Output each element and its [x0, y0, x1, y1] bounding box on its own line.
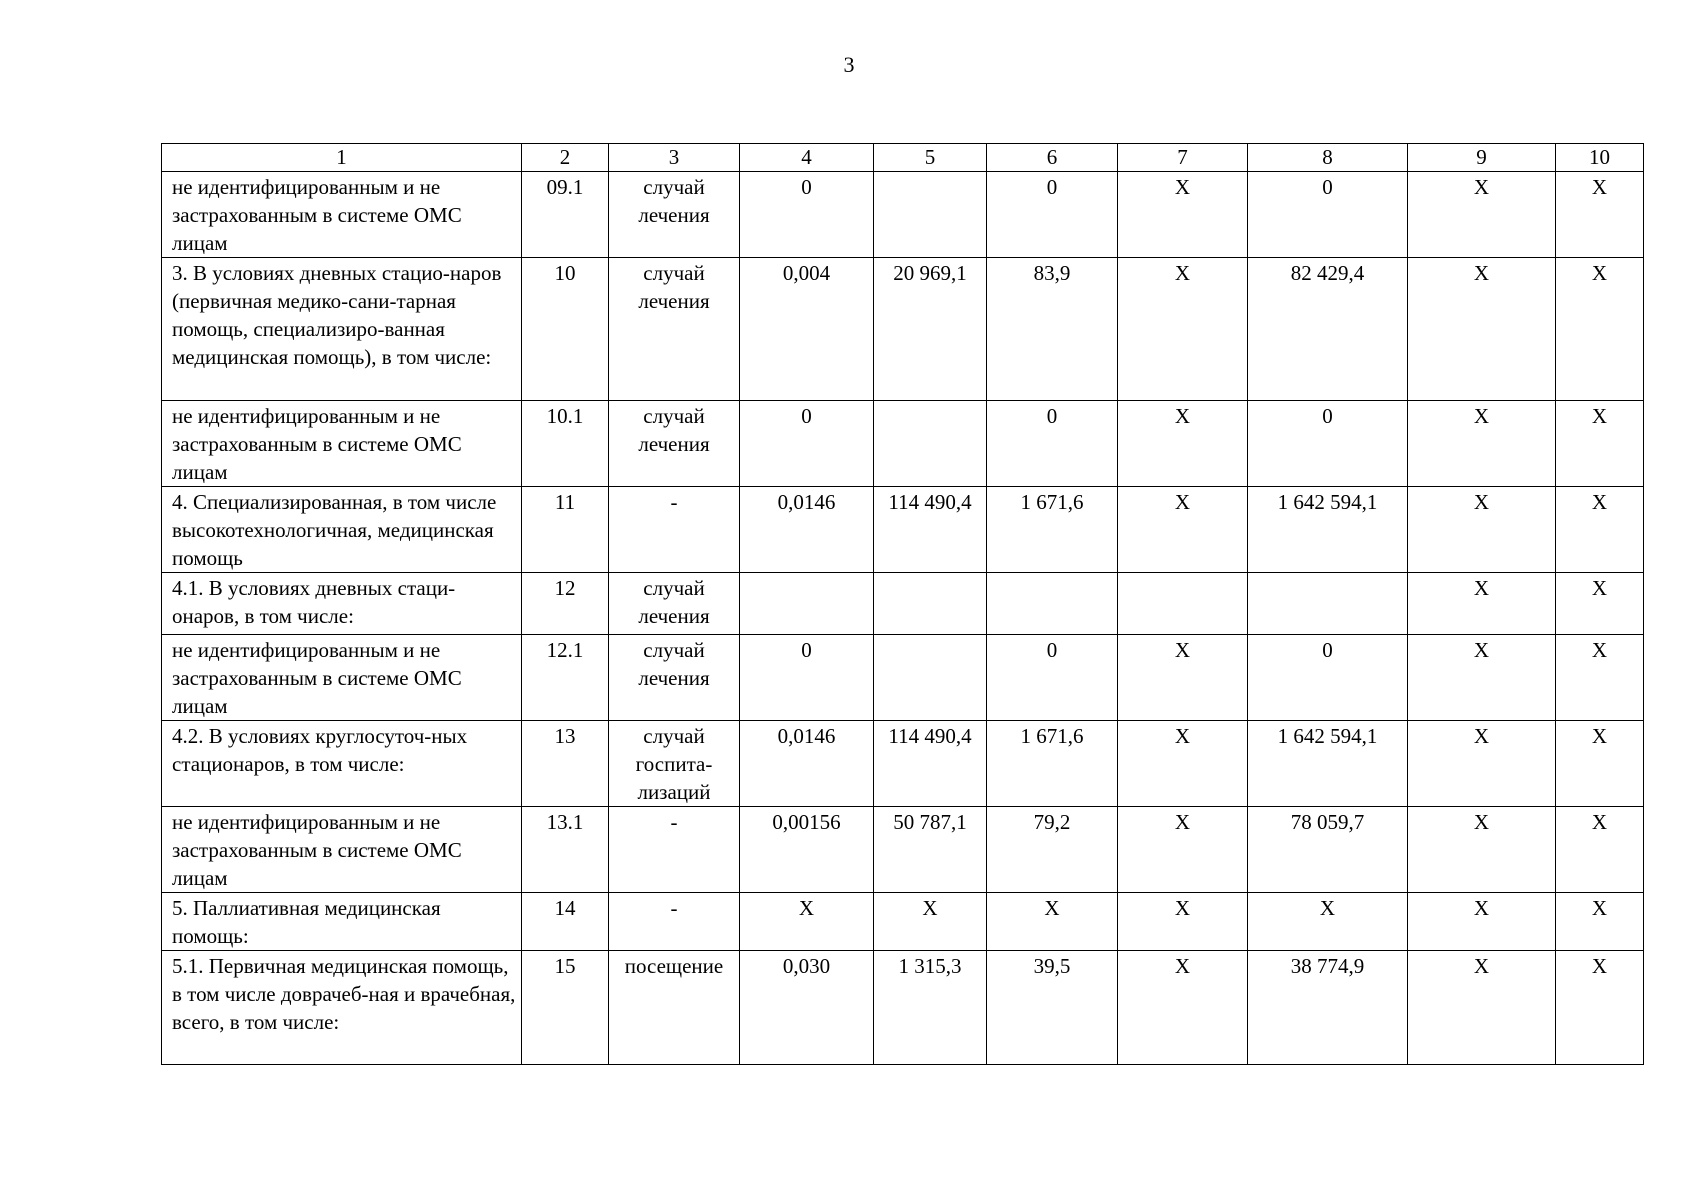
row-code-cell: 11	[522, 487, 609, 573]
value-cell: Х	[1118, 487, 1248, 573]
column-number-3: 3	[609, 144, 740, 172]
table-row	[162, 807, 1644, 893]
row-code-cell: 12	[522, 573, 609, 635]
value-cell: Х	[1118, 258, 1248, 401]
value-cell: 0	[1248, 635, 1408, 721]
value-cell: 79,2	[987, 807, 1118, 893]
data-table	[161, 143, 1644, 1065]
row-name-cell: не идентифицированным и не застрахованным в системе ОМС лицам	[162, 172, 522, 258]
value-cell: Х	[1118, 951, 1248, 1065]
value-cell: Х	[987, 893, 1118, 951]
value-cell: Х	[1556, 893, 1644, 951]
table-row	[162, 573, 1644, 635]
page-number: 3	[843, 52, 855, 77]
row-name-cell: не идентифицированным и не застрахованным в системе ОМС лицам	[162, 401, 522, 487]
value-cell	[874, 573, 987, 635]
value-cell: Х	[1118, 807, 1248, 893]
value-cell: Х	[1118, 172, 1248, 258]
value-cell: Х	[1408, 487, 1556, 573]
value-cell: 0	[987, 401, 1118, 487]
value-cell	[874, 172, 987, 258]
value-cell: 20 969,1	[874, 258, 987, 401]
value-cell: 50 787,1	[874, 807, 987, 893]
value-cell: Х	[874, 893, 987, 951]
value-cell: 83,9	[987, 258, 1118, 401]
value-cell: Х	[1408, 401, 1556, 487]
row-code-cell: 15	[522, 951, 609, 1065]
row-name-cell: 4.2. В условиях круглосуточ-ных стационаров, в том числе:	[162, 721, 522, 807]
value-cell: 0	[740, 635, 874, 721]
value-cell: Х	[1408, 258, 1556, 401]
row-code-cell: 09.1	[522, 172, 609, 258]
value-cell: 82 429,4	[1248, 258, 1408, 401]
row-code-cell: 13	[522, 721, 609, 807]
row-name-cell: 3. В условиях дневных стацио-наров (первичная медико-сани-тарная помощь, специализиро-ванная медицинская помощь), в том числе:	[162, 258, 522, 401]
column-number-4: 4	[740, 144, 874, 172]
value-cell: Х	[1556, 573, 1644, 635]
value-cell: 0,0146	[740, 721, 874, 807]
row-name-cell: 5. Паллиативная медицинская помощь:	[162, 893, 522, 951]
value-cell: 0,004	[740, 258, 874, 401]
column-number-8: 8	[1248, 144, 1408, 172]
value-cell: 0	[1248, 172, 1408, 258]
value-cell: Х	[1556, 401, 1644, 487]
unit-cell: случай лечения	[609, 573, 740, 635]
column-number-2: 2	[522, 144, 609, 172]
value-cell: Х	[1408, 721, 1556, 807]
value-cell: 0	[740, 401, 874, 487]
value-cell: 1 671,6	[987, 487, 1118, 573]
row-code-cell: 13.1	[522, 807, 609, 893]
row-code-cell: 14	[522, 893, 609, 951]
value-cell: 38 774,9	[1248, 951, 1408, 1065]
value-cell: Х	[1408, 893, 1556, 951]
value-cell	[1248, 573, 1408, 635]
table-row	[162, 721, 1644, 807]
unit-cell: случай лечения	[609, 635, 740, 721]
row-name-cell: 4. Специализированная, в том числе высокотехнологичная, медицинская помощь	[162, 487, 522, 573]
value-cell: Х	[1556, 487, 1644, 573]
value-cell	[740, 573, 874, 635]
value-cell: 114 490,4	[874, 487, 987, 573]
value-cell: 0,030	[740, 951, 874, 1065]
column-number-7: 7	[1118, 144, 1248, 172]
unit-cell: случай лечения	[609, 401, 740, 487]
column-number-6: 6	[987, 144, 1118, 172]
unit-cell: -	[609, 893, 740, 951]
unit-cell: случай лечения	[609, 172, 740, 258]
value-cell: Х	[740, 893, 874, 951]
value-cell: Х	[1556, 258, 1644, 401]
column-number-5: 5	[874, 144, 987, 172]
value-cell: Х	[1408, 807, 1556, 893]
value-cell	[987, 573, 1118, 635]
value-cell: 39,5	[987, 951, 1118, 1065]
value-cell: Х	[1556, 172, 1644, 258]
table-row	[162, 635, 1644, 721]
value-cell: Х	[1408, 573, 1556, 635]
value-cell	[874, 401, 987, 487]
value-cell: Х	[1408, 635, 1556, 721]
value-cell: Х	[1408, 172, 1556, 258]
value-cell	[874, 635, 987, 721]
row-code-cell: 10	[522, 258, 609, 401]
value-cell: Х	[1408, 951, 1556, 1065]
column-number-10: 10	[1556, 144, 1644, 172]
value-cell: Х	[1556, 635, 1644, 721]
value-cell: Х	[1118, 721, 1248, 807]
value-cell: 1 671,6	[987, 721, 1118, 807]
unit-cell: случай госпита-лизаций	[609, 721, 740, 807]
table-row	[162, 893, 1644, 951]
row-name-cell: не идентифицированным и не застрахованным в системе ОМС лицам	[162, 635, 522, 721]
value-cell: 0	[740, 172, 874, 258]
value-cell: 0	[987, 172, 1118, 258]
value-cell: Х	[1556, 807, 1644, 893]
table-row	[162, 951, 1644, 1065]
unit-cell: -	[609, 807, 740, 893]
row-name-cell: 5.1. Первичная медицинская помощь, в том числе доврачеб-ная и врачебная, всего, в том числе:	[162, 951, 522, 1065]
row-name-cell: не идентифицированным и не застрахованным в системе ОМС лицам	[162, 807, 522, 893]
value-cell: 1 642 594,1	[1248, 721, 1408, 807]
unit-cell: случай лечения	[609, 258, 740, 401]
unit-cell: -	[609, 487, 740, 573]
row-name-cell: 4.1. В условиях дневных стаци-онаров, в том числе:	[162, 573, 522, 635]
row-code-cell: 10.1	[522, 401, 609, 487]
column-number-1: 1	[162, 144, 522, 172]
column-number-9: 9	[1408, 144, 1556, 172]
table-row	[162, 258, 1644, 401]
value-cell: 1 315,3	[874, 951, 987, 1065]
value-cell: 1 642 594,1	[1248, 487, 1408, 573]
table-row	[162, 172, 1644, 258]
value-cell: Х	[1118, 635, 1248, 721]
value-cell: 0,0146	[740, 487, 874, 573]
table-row	[162, 401, 1644, 487]
value-cell: 0	[987, 635, 1118, 721]
value-cell: Х	[1556, 721, 1644, 807]
row-code-cell: 12.1	[522, 635, 609, 721]
value-cell: 78 059,7	[1248, 807, 1408, 893]
value-cell: Х	[1118, 893, 1248, 951]
unit-cell: посещение	[609, 951, 740, 1065]
value-cell	[1118, 573, 1248, 635]
value-cell: 114 490,4	[874, 721, 987, 807]
value-cell: Х	[1248, 893, 1408, 951]
value-cell: Х	[1556, 951, 1644, 1065]
value-cell: 0,00156	[740, 807, 874, 893]
table-header-row	[162, 144, 1644, 172]
value-cell: Х	[1118, 401, 1248, 487]
value-cell: 0	[1248, 401, 1408, 487]
table-row	[162, 487, 1644, 573]
